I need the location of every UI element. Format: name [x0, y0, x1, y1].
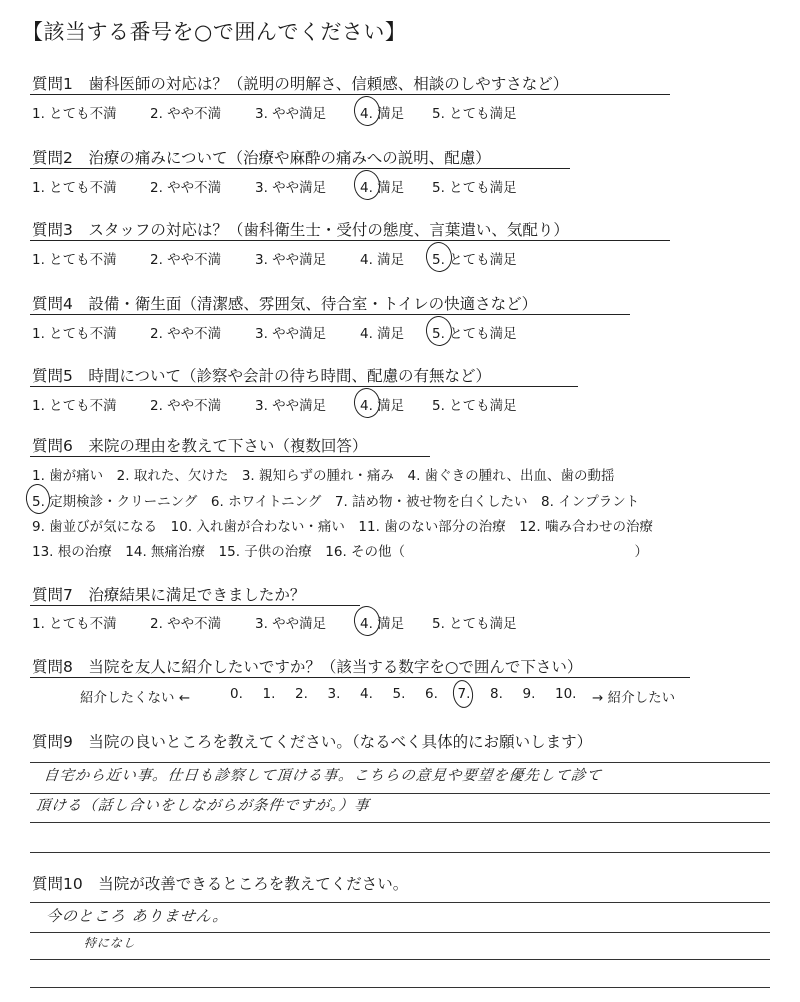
- q7-option-1: 1. とても不満: [32, 616, 117, 632]
- q2-option-2: 2. やや不満: [150, 180, 222, 196]
- q1-option-2: 2. やや不満: [150, 106, 222, 122]
- q10-handwritten-answer: 今のところ ありません。: [45, 907, 230, 925]
- q9-handwritten-answer-line-2: 頂ける（話し合いをしながらが条件ですが。）事: [35, 798, 371, 814]
- q3-option-3: 3. やや満足: [255, 252, 327, 268]
- q8-number-9: 9.: [522, 686, 536, 702]
- q7-option-5: 5. とても満足: [432, 616, 517, 632]
- q9-write-line-4: [30, 852, 770, 853]
- q10-write-line-2: [30, 932, 770, 933]
- q6-row-2: 5. 定期検診・クリーニング 6. ホワイトニング 7. 詰め物・被せ物を白くしたい 8. インプラント: [32, 494, 640, 510]
- q8-number-6: 6.: [425, 686, 438, 702]
- q4-underline: [30, 314, 630, 315]
- q1-option-3: 3. やや満足: [255, 106, 327, 122]
- q5-option-5: 5. とても満足: [432, 398, 517, 414]
- q8-number-1: 1.: [262, 686, 276, 702]
- q7-option-4: 4. 満足: [360, 616, 405, 632]
- q8-number-7: 7.: [457, 686, 471, 702]
- q1-selection-circle: [352, 94, 382, 127]
- q9-title: 質問9 当院の良いところを教えてください。（なるべく具体的にお願いします）: [32, 733, 593, 751]
- q5-title: 質問5 時間について（診察や会計の待ち時間、配慮の有無など）: [32, 367, 492, 385]
- q7-option-2: 2. やや不満: [150, 616, 222, 632]
- q3-title: 質問3 スタッフの対応は？（歯科衛生士・受付の態度、言葉遣い、気配り）: [32, 221, 569, 239]
- q2-option-3: 3. やや満足: [255, 180, 327, 196]
- q10-title: 質問10 当院が改善できるところを教えてください。: [32, 875, 409, 893]
- q3-underline: [30, 240, 670, 241]
- q8-right-label: → 紹介したい: [592, 690, 676, 706]
- q8-number-5: 5.: [392, 686, 406, 702]
- q3-option-5: 5. とても満足: [432, 252, 517, 268]
- q8-number-4: 4.: [360, 686, 373, 702]
- q6-row-1: 1. 歯が痛い 2. 取れた、欠けた 3. 親知らずの腫れ・痛み 4. 歯ぐきの腫れ、出血、歯の動揺: [32, 468, 615, 484]
- q7-title: 質問7 治療結果に満足できましたか？: [32, 586, 306, 604]
- q8-underline: [30, 677, 690, 678]
- q10-write-line-3: [30, 959, 770, 960]
- q5-selection-circle: [352, 386, 382, 419]
- q7-underline: [30, 605, 360, 606]
- q2-title: 質問2 治療の痛みについて（治療や麻酔の痛みへの説明、配慮）: [32, 149, 491, 167]
- page-header: 【該当する番号を○で囲んでください】: [22, 20, 407, 44]
- q9-write-line-1: [30, 762, 770, 763]
- q6-selection-circle: [24, 482, 52, 515]
- q6-row-3: 9. 歯並びが気になる 10. 入れ歯が合わない・痛い 11. 歯のない部分の治療 12. 噛み合わせの治療: [32, 519, 653, 535]
- q8-number-3: 3.: [327, 686, 341, 702]
- q3-option-4: 4. 満足: [360, 252, 405, 268]
- q6-underline: [30, 456, 430, 457]
- q2-option-5: 5. とても満足: [432, 180, 517, 196]
- q7-option-3: 3. やや満足: [255, 616, 327, 632]
- q10-handwritten-note: 特になし: [83, 936, 137, 950]
- q2-underline: [30, 168, 570, 169]
- q5-option-1: 1. とても不満: [32, 398, 117, 414]
- q1-option-1: 1. とても不満: [32, 106, 117, 122]
- q8-selection-circle: [451, 679, 475, 710]
- q4-option-1: 1. とても不満: [32, 326, 117, 342]
- q3-selection-circle: [424, 240, 454, 273]
- q4-selection-circle: [424, 314, 454, 347]
- q1-underline: [30, 94, 670, 95]
- q4-option-4: 4. 満足: [360, 326, 405, 342]
- q1-title: 質問1 歯科医師の対応は？（説明の明解さ、信頼感、相談のしやすさなど）: [32, 75, 569, 93]
- q6-row-4: 13. 根の治療 14. 無痛治療 15. 子供の治療 16. その他（ ）: [32, 544, 649, 560]
- q8-left-label: 紹介したくない ←: [80, 690, 191, 706]
- q8-number-0: 0.: [230, 686, 243, 702]
- q9-handwritten-answer-line-1: 自宅から近い事。仕日も診察して頂ける事。こちらの意見や要望を優先して診て: [43, 768, 603, 784]
- q1-option-5: 5. とても満足: [432, 106, 517, 122]
- q9-write-line-3: [30, 822, 770, 823]
- q10-write-line-1: [30, 902, 770, 903]
- q4-option-5: 5. とても満足: [432, 326, 517, 342]
- q8-title: 質問8 当院を友人に紹介したいですか？（該当する数字を○で囲んで下さい）: [32, 658, 583, 676]
- q8-number-8: 8.: [490, 686, 503, 702]
- q7-selection-circle: [352, 604, 382, 637]
- q1-option-4: 4. 満足: [360, 106, 405, 122]
- q3-option-1: 1. とても不満: [32, 252, 117, 268]
- q4-title: 質問4 設備・衛生面（清潔感、雰囲気、待合室・トイレの快適さなど）: [32, 295, 538, 313]
- q4-option-3: 3. やや満足: [255, 326, 327, 342]
- q2-selection-circle: [352, 168, 382, 201]
- q10-write-line-4: [30, 987, 770, 988]
- q5-option-3: 3. やや満足: [255, 398, 327, 414]
- q6-title: 質問6 来院の理由を教えて下さい（複数回答）: [32, 437, 368, 455]
- q8-number-10: 10.: [555, 686, 577, 702]
- q8-number-2: 2.: [295, 686, 308, 702]
- q2-option-4: 4. 満足: [360, 180, 405, 196]
- q5-option-4: 4. 満足: [360, 398, 405, 414]
- q2-option-1: 1. とても不満: [32, 180, 117, 196]
- q5-option-2: 2. やや不満: [150, 398, 222, 414]
- q5-underline: [30, 386, 578, 387]
- q4-option-2: 2. やや不満: [150, 326, 222, 342]
- q3-option-2: 2. やや不満: [150, 252, 222, 268]
